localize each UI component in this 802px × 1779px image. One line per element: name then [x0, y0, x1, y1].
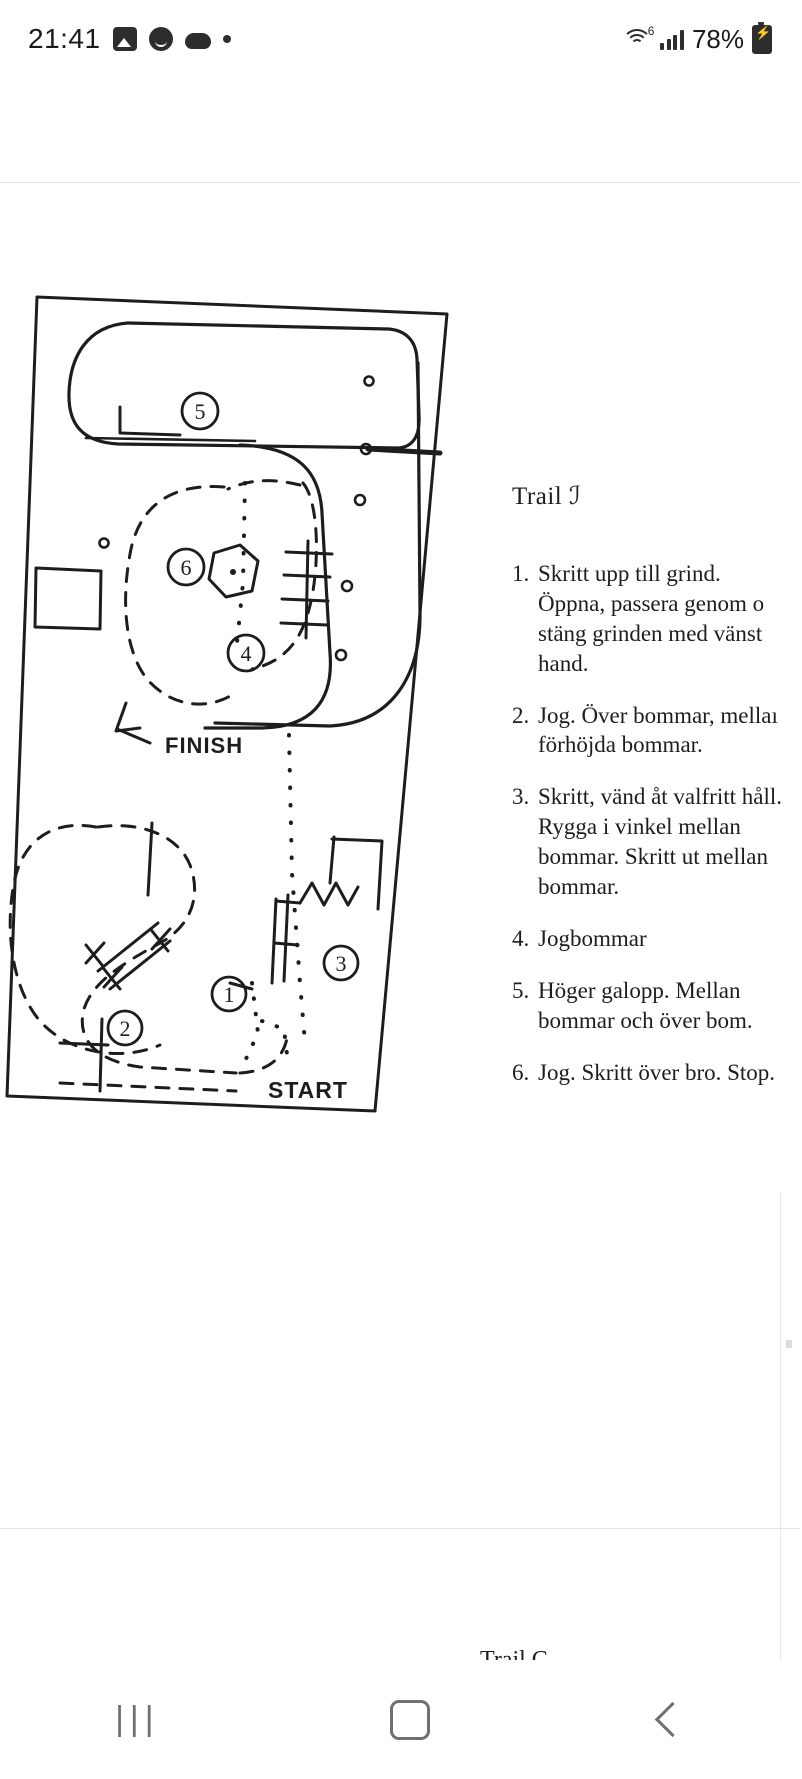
instruction-line: Jogbommar — [538, 925, 647, 951]
instruction-text — [538, 782, 782, 902]
instruction-line: förhöjda bommar. — [538, 732, 703, 758]
wifi-icon — [622, 24, 655, 51]
status-bar — [0, 0, 800, 78]
smiley-icon — [149, 27, 173, 51]
marker-label-1: 1 — [223, 982, 235, 1007]
status-bar-left — [28, 23, 231, 55]
marker-label-3: 3 — [335, 951, 347, 976]
instruction-text — [538, 1058, 775, 1088]
instruction-list — [512, 481, 802, 1109]
instruction-line: Skritt upp till grind. — [538, 561, 721, 586]
document-page[interactable] — [0, 182, 800, 1529]
marker-label-4: 4 — [240, 641, 252, 666]
instruction-text — [538, 559, 764, 679]
instruction-text — [538, 701, 778, 761]
marker-label-2: 2 — [119, 1016, 131, 1041]
instruction-line: bommar. Skritt ut mellan — [538, 844, 768, 870]
start-label: START — [268, 1077, 348, 1103]
instruction-number: 6. — [512, 1059, 530, 1085]
wifi-generation-label: 6 — [647, 24, 655, 38]
instruction-item — [512, 701, 802, 761]
instruction-item — [512, 976, 802, 1036]
cloud-icon — [185, 33, 211, 49]
instruction-line: Skritt, vänd åt valfritt håll. — [538, 784, 783, 810]
finish-label: FINISH — [165, 733, 244, 758]
marker-label-5: 5 — [194, 399, 206, 424]
instruction-text — [538, 924, 647, 954]
dot-icon — [223, 35, 231, 43]
instruction-item — [512, 782, 802, 902]
instruction-line: Rygga i vinkel mellan — [538, 814, 741, 840]
battery-percent-label: 78% — [691, 23, 744, 54]
system-navigation-bar — [0, 1660, 800, 1779]
trail-title: Trail ℐ — [512, 483, 582, 510]
instruction-line: Höger galopp. Mellan — [538, 977, 741, 1003]
instruction-number: 3. — [512, 784, 530, 810]
status-clock: 21:41 — [28, 23, 101, 54]
instruction-line: bommar och över bom. — [538, 1007, 753, 1033]
instruction-item — [512, 1058, 802, 1088]
instruction-number: 5. — [512, 977, 530, 1003]
photo-icon — [113, 27, 137, 51]
home-button[interactable] — [390, 1700, 430, 1740]
instruction-line: Öppna, passera genom o — [538, 590, 765, 616]
battery-charging-icon — [752, 25, 772, 54]
instruction-item — [512, 924, 802, 954]
instruction-line: hand. — [538, 650, 589, 676]
instruction-text — [538, 976, 753, 1036]
marker-label-6: 6 — [180, 555, 192, 580]
recents-button[interactable]: ||| — [115, 1700, 160, 1738]
instruction-line: stäng grinden med vänst — [538, 620, 763, 646]
signal-icon — [660, 28, 684, 50]
instruction-line: Jog. Över bommar, mellaı — [538, 702, 778, 728]
instruction-line: Jog. Skritt över bro. Stop. — [538, 1059, 776, 1085]
instruction-number: 2. — [512, 702, 530, 728]
instruction-item — [512, 559, 802, 679]
back-button[interactable] — [655, 1702, 690, 1737]
instruction-number: 4. — [512, 925, 530, 951]
status-bar-right — [622, 24, 772, 55]
instruction-line: bommar. — [538, 874, 620, 900]
instruction-number: 1. — [512, 561, 530, 586]
